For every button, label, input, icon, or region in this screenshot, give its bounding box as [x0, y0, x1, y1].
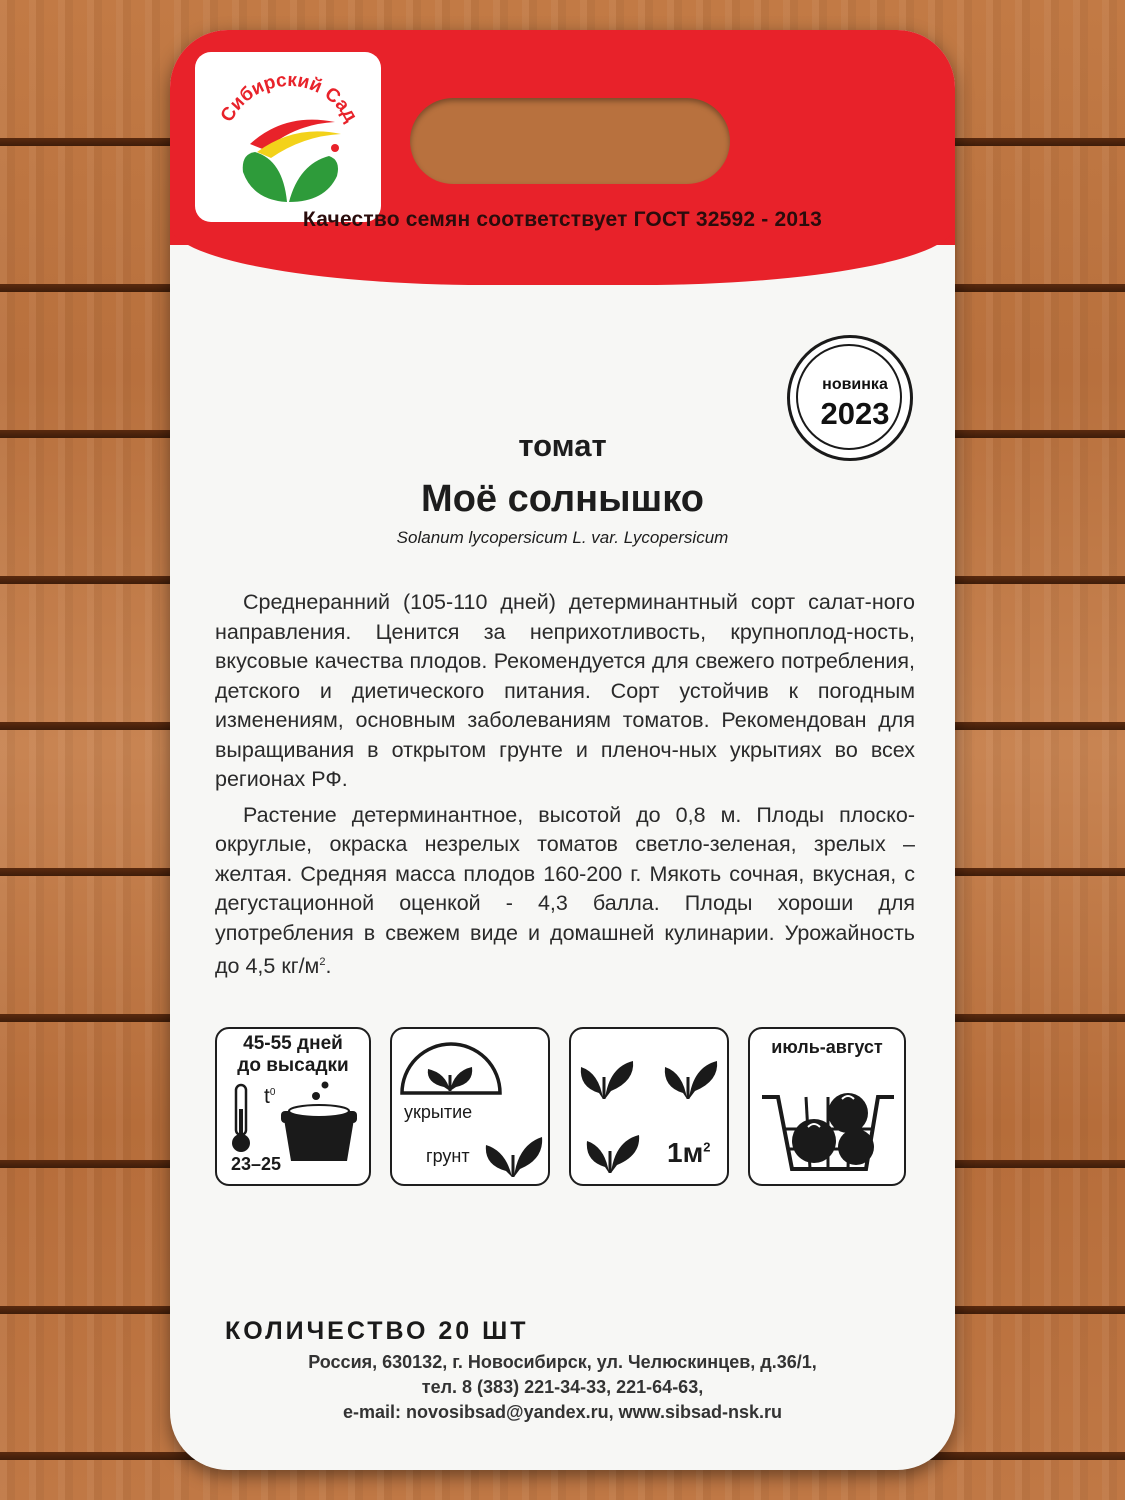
temperature-range: 23–25 [231, 1154, 282, 1174]
icon-box-seedling [215, 1027, 371, 1186]
area-value: 1м [667, 1137, 704, 1168]
product-variety: Моё солнышко [421, 478, 704, 520]
header-curve [170, 225, 955, 285]
temperature-degree: 0 [269, 1087, 276, 1098]
temperature-t: t [264, 1085, 270, 1108]
seedling-days: 45-55 дней [243, 1033, 343, 1054]
ground-label: грунт [426, 1146, 470, 1166]
description-para-2 [215, 801, 915, 982]
product-kind: томат [518, 428, 607, 463]
thermometer-pot-icon [229, 1081, 364, 1161]
sprout-icon [484, 1117, 544, 1179]
harvest-period: июль-август [771, 1037, 883, 1057]
seedling-before-planting: до высадки [237, 1055, 349, 1076]
brand-logo-icon [195, 52, 381, 222]
brand-logo [195, 52, 381, 222]
address: Россия, 630132, г. Новосибирск, ул. Челюскинцев, д.36/1, [308, 1352, 817, 1372]
seed-packet [170, 30, 955, 1470]
brand-name: Сибирский Сад [216, 69, 362, 126]
gost-text: Качество семян соответствует ГОСТ 32592 - 2013 [302, 208, 823, 231]
yield-unit-sup: 2 [319, 956, 326, 968]
area-label [667, 1137, 711, 1169]
quantity: КОЛИЧЕСТВО 20 ШТ [225, 1317, 529, 1345]
description-para-2-text: Растение детерминантное, высотой до 0,8 м. Плоды плоско-округлые, окраска незрелых томатов светло-зеленая, зрелых – желтая. Средняя масса плодов 160-200 г. Мякоть сочная, вкусная, с дегустационной оценкой - 4,3 балла. Плоды хороши для употребления в свежем виде и домашней кулинарии. Урожайность до 4,5 кг/м [215, 802, 915, 979]
area-sup: 2 [703, 1139, 711, 1155]
contacts: e-mail: novosibsad@yandex.ru, www.sibsad-nsk.ru [343, 1402, 782, 1422]
icon-box-harvest [748, 1027, 906, 1186]
description-para-1: Среднеранний (105-110 дней) детерминантный сорт салат-ного направления. Ценится за неприхотливость, крупноплод-ность, вкусовые качества плодов. Рекомендуется для свежего потребления, детского и диетического питания. Сорт устойчив к погодным изменениям, основным заболеваниям томатов. Рекомендован для выращивания в открытом грунте и пленоч-ных укрытиях во всех регионах РФ. [215, 590, 915, 791]
temperature-symbol [264, 1085, 275, 1109]
greenhouse-icon [398, 1035, 504, 1095]
description-para-2-end: . [325, 954, 332, 979]
basket-tomatoes-icon [756, 1069, 898, 1181]
badge-label: новинка [822, 376, 888, 393]
description [215, 588, 915, 988]
sprout-top-right [665, 1061, 717, 1099]
latin-name: Solanum lycopersicum L. var. Lycopersicum [396, 528, 729, 547]
badge-year: 2023 [820, 396, 890, 431]
icon-box-density [569, 1027, 729, 1186]
phone: тел. 8 (383) 221-34-33, 221-64-63, [421, 1377, 704, 1397]
icon-box-planting [390, 1027, 550, 1186]
sprout-top-left [581, 1061, 633, 1099]
sprout-bottom-left [587, 1135, 639, 1173]
hang-hole [410, 98, 730, 184]
cover-label: укрытие [404, 1102, 473, 1122]
